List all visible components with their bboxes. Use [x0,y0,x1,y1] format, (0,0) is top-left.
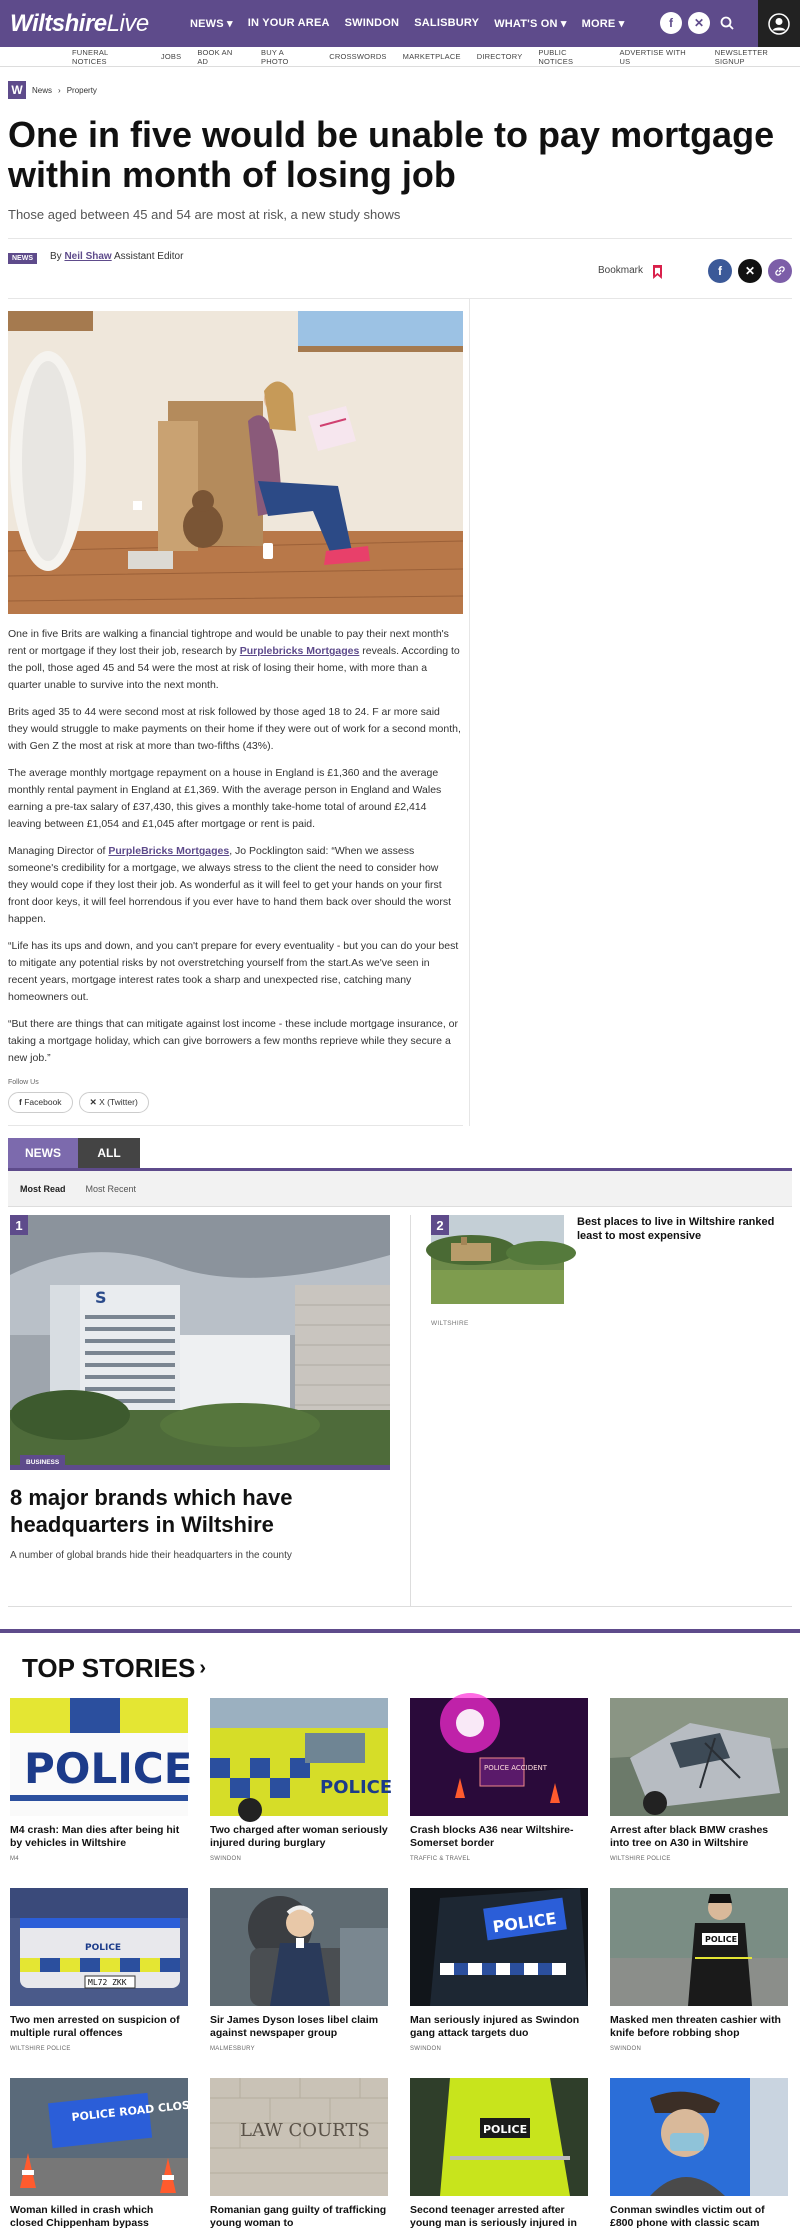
most-read-image-1[interactable] [10,1215,390,1470]
paragraph: “But there are things that can mitigate against lost income - these include mortgage insurance, or taking a mortgage holiday, which can give borrowers a few months reprieve while they secure a new job.” [8,1018,458,1064]
subnav-directory[interactable]: DIRECTORY [476,52,523,61]
tab-most-recent[interactable]: Most Recent [85,1183,137,1194]
story-image[interactable] [210,1888,388,2006]
most-read-category-2[interactable]: WILTSHIRE [431,1320,469,1327]
byline-row [8,238,792,298]
byline: By Neil Shaw Assistant Editor [50,251,184,262]
facebook-icon: f [19,1097,22,1107]
article-body [8,626,461,1067]
subnav-book-an-ad[interactable]: BOOK AN AD [197,47,233,66]
story-card[interactable] [10,2078,208,2236]
story-image[interactable] [410,1698,588,1816]
divider [0,1629,800,1633]
search-icon[interactable] [716,12,738,34]
business-badge[interactable]: BUSINESS [20,1455,65,1470]
story-title[interactable]: Sir James Dyson loses libel claim against newspaper group [210,2014,379,2039]
news-tag[interactable]: NEWS [8,253,37,264]
story-category[interactable]: WILTSHIRE POLICE [10,2046,71,2052]
follow-label: Follow Us [8,1079,39,1086]
site-badge-icon[interactable]: W [8,81,26,99]
site-logo[interactable]: WiltshireLive [10,9,149,37]
subnav-jobs[interactable]: JOBS [160,52,182,61]
story-card[interactable] [610,2078,788,2236]
story-title[interactable]: Arrest after black BMW crashes into tree on A30 in Wiltshire [610,1824,769,1849]
story-card[interactable] [410,2078,588,2236]
story-title[interactable]: Two men arrested on suspicion of multiple rural offences [10,2014,180,2039]
most-read-title-2[interactable]: Best places to live in Wiltshire ranked least to most expensive [577,1216,775,1242]
most-read-summary-1: A number of global brands hide their headquarters in the county [10,1550,292,1561]
x-icon: ✕ [89,1097,97,1107]
tab-news[interactable]: NEWS [8,1138,78,1168]
story-card[interactable] [610,1888,788,2052]
breadcrumb-property[interactable]: Property [66,85,97,95]
story-image[interactable] [410,2078,588,2196]
most-read-item-2[interactable] [411,1215,781,1606]
story-image[interactable] [210,2078,388,2196]
story-image[interactable] [610,1698,788,1816]
tab-all[interactable]: ALL [78,1138,140,1168]
story-category[interactable]: M4 [10,1856,19,1862]
svg-text:POLICE: POLICE [24,1744,193,1793]
chevron-right-icon: › [199,1657,207,1679]
subnav-advertise[interactable]: ADVERTISE WITH US [619,47,686,66]
story-category[interactable]: SWINDON [610,2046,642,2052]
svg-text:POLICE: POLICE [491,1908,558,1937]
subnav-buy-a-photo[interactable]: BUY A PHOTO [261,47,289,66]
author-link[interactable]: Neil Shaw [64,251,112,262]
paragraph: Managing Director of PurpleBricks Mortgages, Jo Pocklington said: “When we assess someone's credibility for a mortgage, we always stress to the client the need to consider how they would cope if they lost their job. As wonderful as it will feel to get your hands on your first front door keys, it will feel horrendous if you ever have to hand them back over should the worst happen. [8,845,451,925]
breadcrumb-news[interactable]: News [32,85,53,95]
subtabs [8,1171,792,1207]
bookmark-button[interactable]: Bookmark [598,265,662,276]
nav-more[interactable]: MORE ▾ [581,18,625,30]
story-image[interactable] [10,1888,188,2006]
story-card[interactable] [10,1698,193,1862]
story-title[interactable]: Masked men threaten cashier with knife before robbing shop [610,2014,781,2039]
story-card[interactable] [10,1888,188,2052]
article-column [0,299,470,1126]
svg-text:POLICE: POLICE [320,1777,393,1798]
purplebricks-mortgages-link[interactable]: Purplebricks Mortgages [239,645,360,657]
subnav-funeral-notices[interactable]: FUNERAL NOTICES [72,47,109,66]
nav-swindon[interactable]: SWINDON [344,17,400,29]
author-role: Assistant Editor [113,251,184,262]
story-image[interactable] [610,1888,788,2006]
subnav-public-notices[interactable]: PUBLIC NOTICES [538,47,574,66]
sub-nav [0,47,800,67]
chevron-right-icon: › [58,85,61,95]
main-nav [190,17,624,30]
story-category[interactable]: SWINDON [210,1856,242,1862]
story-category[interactable]: SWINDON [410,2046,442,2052]
top-stories-heading[interactable]: TOP STORIES › [22,1653,207,1683]
subnav-marketplace[interactable]: MARKETPLACE [402,52,461,61]
facebook-icon[interactable]: f [660,12,682,34]
rank-badge: 1 [10,1215,28,1235]
story-title[interactable]: Second teenager arrested after young man is seriously injured in [410,2204,577,2229]
story-title[interactable]: M4 crash: Man dies after being hit by vehicles in Wiltshire [10,1824,180,1849]
story-card[interactable] [410,1698,588,1862]
svg-text:POLICE: POLICE [705,1935,738,1944]
account-icon[interactable] [758,0,800,47]
story-category[interactable]: TRAFFIC & TRAVEL [410,1856,471,1862]
story-title[interactable]: Two charged after woman seriously injured during burglary [210,1824,388,1849]
svg-text:POLICE: POLICE [483,2123,528,2136]
x-share-icon[interactable]: ✕ [738,259,762,283]
breadcrumb [8,81,800,99]
facebook-share-icon[interactable]: f [708,259,732,283]
most-read-section [8,1215,792,1607]
paragraph: “Life has its ups and down, and you can't prepare for every eventuality - but you can do your best to mitigate any potential risks by not overstretching yourself from the start.As we've seen in recent years, mortgage interest rates took a sharp and unexpected rise, catching many homeowners out. [8,940,459,1003]
tab-most-read[interactable]: Most Read [20,1183,66,1194]
follow-x-button[interactable]: ✕ X (Twitter) [79,1092,149,1113]
story-image[interactable] [10,1698,193,1816]
svg-text:LAW COURTS: LAW COURTS [240,2120,370,2141]
purplebricks-mortgages-link-2[interactable]: PurpleBricks Mortgages [108,845,230,857]
story-category[interactable]: MALMESBURY [210,2046,255,2052]
story-card[interactable] [210,2078,388,2236]
svg-text:POLICE: POLICE [85,1943,122,1953]
story-image[interactable] [410,1888,588,2006]
story-image[interactable] [210,1698,393,1816]
page-title: One in five would be unable to pay mortgage within month of losing job [8,114,775,195]
nav-news[interactable]: NEWS ▾ [190,18,233,30]
follow-buttons [8,1092,463,1126]
x-icon[interactable]: ✕ [688,12,710,34]
svg-text:POLICE ROAD CLOSED: POLICE ROAD CLOSED [70,2096,208,2124]
paragraph: The average monthly mortgage repayment on a house in England is £1,360 and the average monthly rental payment in England at £1,369. With the average person in England and Wales earning a pre-tax salary of £37,430, this gives a monthly take-home total of around £2,414 leaving between £1,054 and £1,045 after mortgage or rent is paid. [8,767,442,830]
rank-badge: 2 [431,1215,449,1235]
paragraph: One in five Brits are walking a financial tightrope and would be unable to pay their next month's rent or mortgage if they lost their job, research by Purplebricks Mortgages reveals. According to the poll, those aged 45 and 54 were the most at risk of losing their home, with more than a quarter unable to survive into the next month. [8,628,460,691]
story-title[interactable]: Conman swindles victim out of £800 phone with classic scam [610,2204,765,2229]
story-title[interactable]: Man seriously injured as Swindon gang attack targets duo [410,2014,580,2039]
subnav-crosswords[interactable]: CROSSWORDS [329,52,387,61]
standfirst: Those aged between 45 and 54 are most at risk, a new study shows [8,207,401,222]
story-title[interactable]: Crash blocks A36 near Wiltshire-Somerset border [410,1824,574,1849]
nav-salisbury[interactable]: SALISBURY [414,17,480,29]
story-card[interactable] [210,1698,393,1862]
hero-image[interactable] [8,311,463,614]
story-image[interactable] [10,2078,208,2196]
svg-text:ML72 ZKK: ML72 ZKK [88,1978,127,1987]
link-share-icon[interactable] [768,259,792,283]
story-image[interactable] [610,2078,788,2196]
story-title[interactable]: Woman killed in crash which closed Chippenham bypass [10,2204,154,2229]
story-card[interactable] [210,1888,388,2052]
story-title[interactable]: Romanian gang guilty of trafficking young woman to [210,2204,387,2229]
share-buttons [708,259,792,283]
nav-whats-on[interactable]: WHAT'S ON ▾ [494,18,567,30]
svg-text:POLICE ACCIDENT: POLICE ACCIDENT [484,1764,548,1772]
nav-in-your-area[interactable]: IN YOUR AREA [247,17,330,29]
header-social [660,12,710,34]
follow-facebook-button[interactable]: f Facebook [8,1092,73,1113]
subnav-newsletter-signup[interactable]: NEWSLETTER SIGNUP [714,47,769,66]
story-card[interactable] [610,1698,788,1862]
most-read-image-2[interactable] [431,1215,564,1304]
paragraph: Brits aged 35 to 44 were second most at risk followed by those aged 18 to 24. F ar more said they would struggle to make payments on their home if they were out of work for a second month, with Gen Z the most at risk at more than two-fifths (43%). [8,706,461,752]
story-category[interactable]: WILTSHIRE POLICE [610,1856,671,1862]
most-read-item-1[interactable] [8,1215,411,1606]
top-stories-grid [10,1698,800,2236]
most-read-title-1[interactable]: 8 major brands which have headquarters in Wiltshire [10,1485,293,1537]
site-header [0,0,800,47]
bookmark-icon [653,265,662,276]
news-tabs [8,1138,800,1168]
building-logo-s-icon: S [95,1288,107,1307]
story-card[interactable] [410,1888,588,2052]
